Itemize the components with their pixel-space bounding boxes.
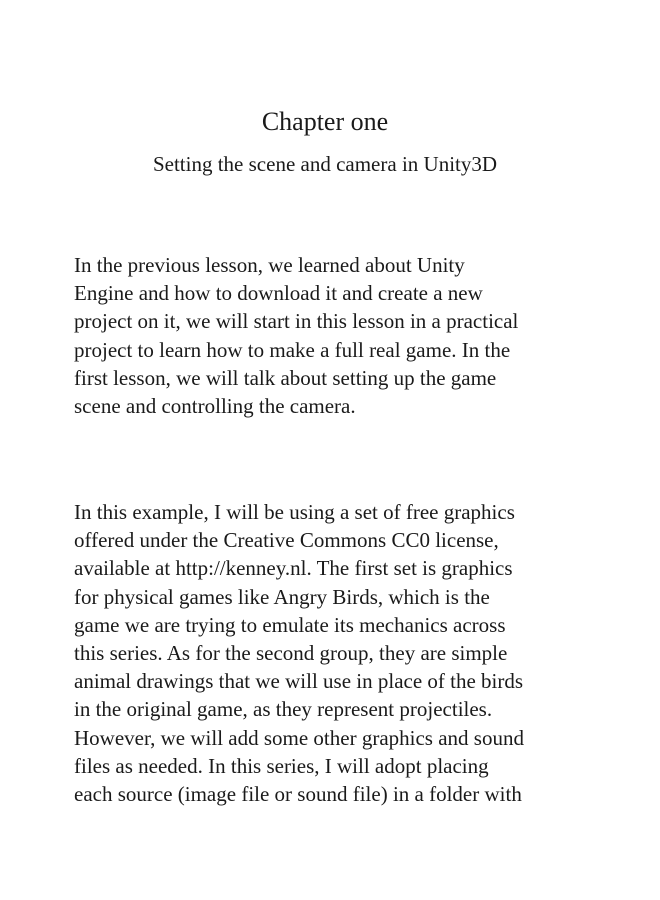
- text-line: In this example, I will be using a set of free graphics: [74, 500, 515, 524]
- text-line: scene and controlling the camera.: [74, 394, 356, 419]
- text-line: this series. As for the second group, they are simple: [74, 641, 508, 666]
- text-line: animal drawings that we will use in place of the birds: [74, 669, 524, 694]
- text-line: offered under the Creative Commons CC0 license,: [74, 528, 499, 553]
- body-paragraph-1: [74, 251, 594, 420]
- text-line: each source (image file or sound file) in a folder with: [74, 782, 522, 807]
- body-paragraph-2: [74, 498, 594, 808]
- text-line: In the previous lesson, we learned about Unity: [74, 253, 465, 277]
- text-line: files as needed. In this series, I will adopt placing: [74, 753, 489, 778]
- chapter-title: Chapter one: [261, 107, 389, 136]
- text-line: available at http://kenney.nl. The first set is graphics: [74, 556, 513, 581]
- text-line: for physical games like Angry Birds, which is the: [74, 584, 490, 609]
- text-line: Engine and how to download it and create a new: [74, 281, 483, 306]
- text-line: first lesson, we will talk about setting up the game: [74, 365, 497, 390]
- chapter-subtitle: Setting the scene and camera in Unity3D: [152, 152, 498, 176]
- text-line: project on it, we will start in this lesson in a practical: [74, 309, 519, 334]
- text-line: in the original game, as they represent projectiles.: [74, 697, 493, 722]
- text-line: However, we will add some other graphics and sound: [74, 725, 524, 750]
- text-line: project to learn how to make a full real game. In the: [74, 337, 511, 362]
- text-line: game we are trying to emulate its mechanics across: [74, 612, 506, 637]
